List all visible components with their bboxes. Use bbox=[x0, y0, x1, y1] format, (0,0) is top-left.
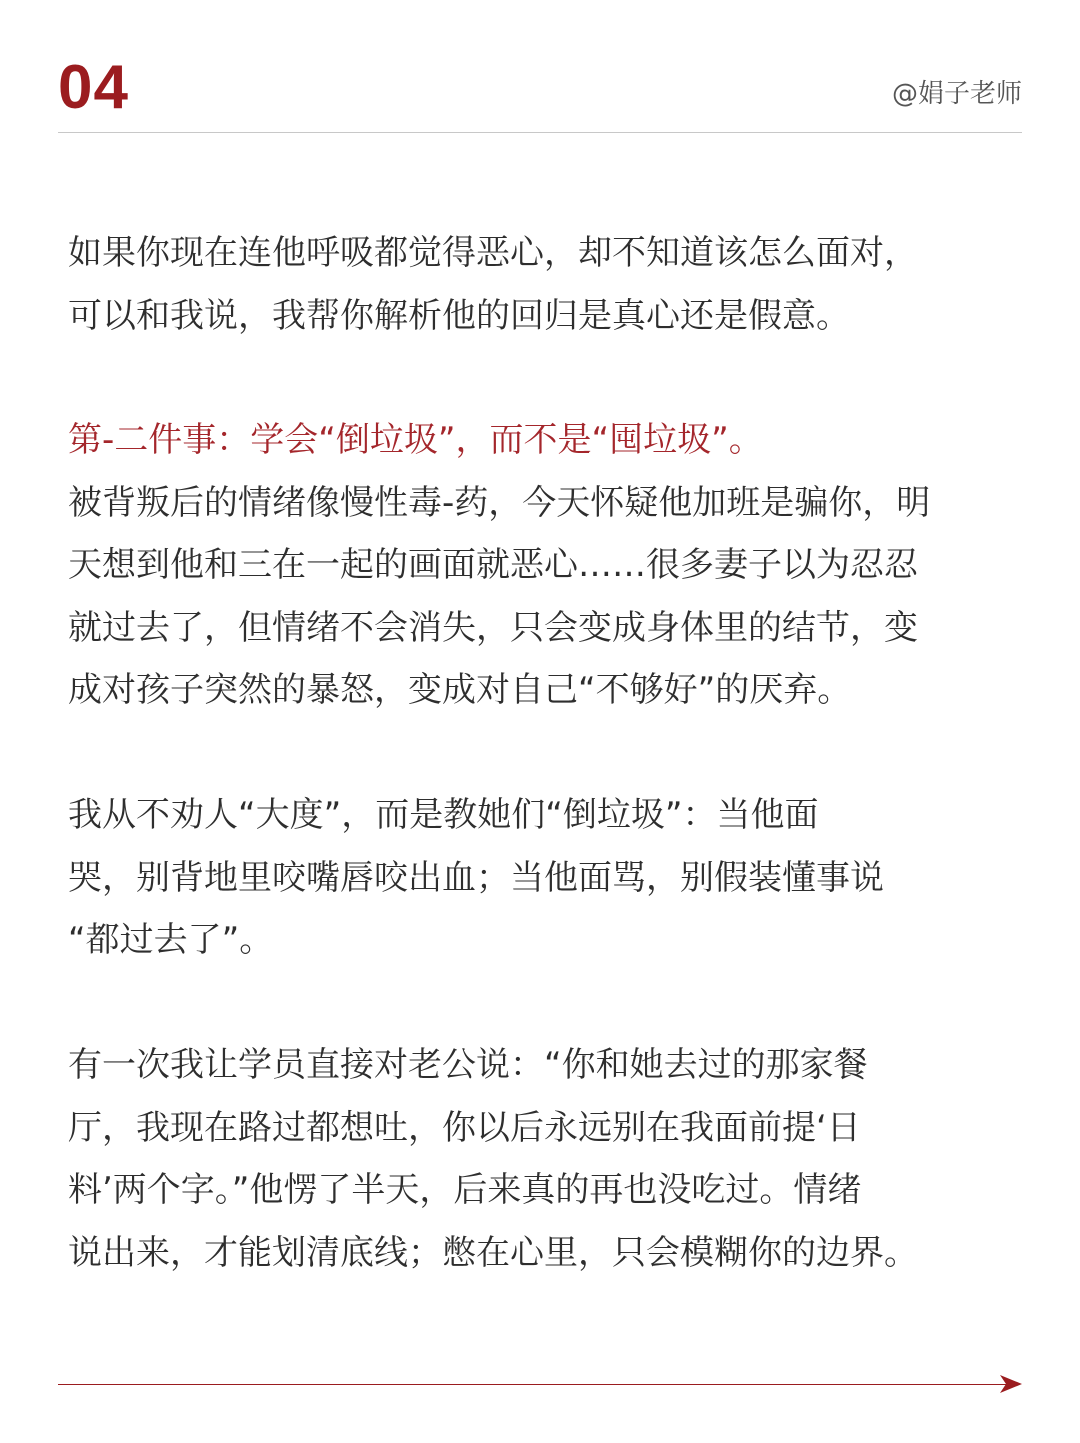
paragraph-line: 我从不劝人“大度”，而是教她们“倒垃圾”：当他面 bbox=[68, 795, 819, 835]
paragraph-line: 被背叛后的情绪像慢性毒-药，今天怀疑他加班是骗你，明 bbox=[68, 482, 931, 523]
author-handle: @娟子老师 bbox=[891, 79, 1022, 109]
paragraph-line: 料’两个字。”他愣了半天，后来真的再也没吃过。情绪 bbox=[68, 1170, 862, 1210]
paragraph-line: 成对孩子突然的暴怒，变成对自己“不够好”的厌弃。 bbox=[68, 670, 852, 710]
paragraph-line: 天想到他和三在一起的画面就恶心……很多妻子以为忍忍 bbox=[68, 545, 918, 585]
paragraph-4 bbox=[68, 1034, 918, 1284]
section-heading: 第-二件事：学会“倒垃圾”，而不是“囤垃圾”。 bbox=[68, 420, 763, 460]
paragraph-line: 就过去了，但情绪不会消失，只会变成身体里的结节，变 bbox=[68, 607, 918, 648]
paragraph-line: 厅，我现在路过都想吐，你以后永远别在我面前提‘日 bbox=[68, 1107, 861, 1148]
paragraph-line: 有一次我让学员直接对老公说：“你和她去过的那家餐 bbox=[68, 1045, 868, 1085]
paragraph-line: 可以和我说，我帮你解析他的回归是真心还是假意。 bbox=[68, 295, 850, 336]
header-divider bbox=[58, 132, 1022, 133]
paragraph-line: “都过去了”。 bbox=[68, 920, 274, 960]
paragraph-1 bbox=[68, 222, 918, 347]
paragraph-2 bbox=[68, 409, 930, 722]
arrow-right-icon bbox=[1000, 1375, 1022, 1393]
footer-divider bbox=[58, 1384, 1008, 1385]
paragraph-line: 如果你现在连他呼吸都觉得恶心，却不知道该怎么面对， bbox=[68, 233, 918, 273]
paragraph-line: 说出来，才能划清底线；憋在心里，只会模糊你的边界。 bbox=[68, 1232, 918, 1273]
paragraph-line: 哭，别背地里咬嘴唇咬出血；当他面骂，别假装懂事说 bbox=[68, 857, 884, 898]
paragraph-3 bbox=[68, 784, 884, 972]
page-number: 04 bbox=[58, 53, 129, 122]
